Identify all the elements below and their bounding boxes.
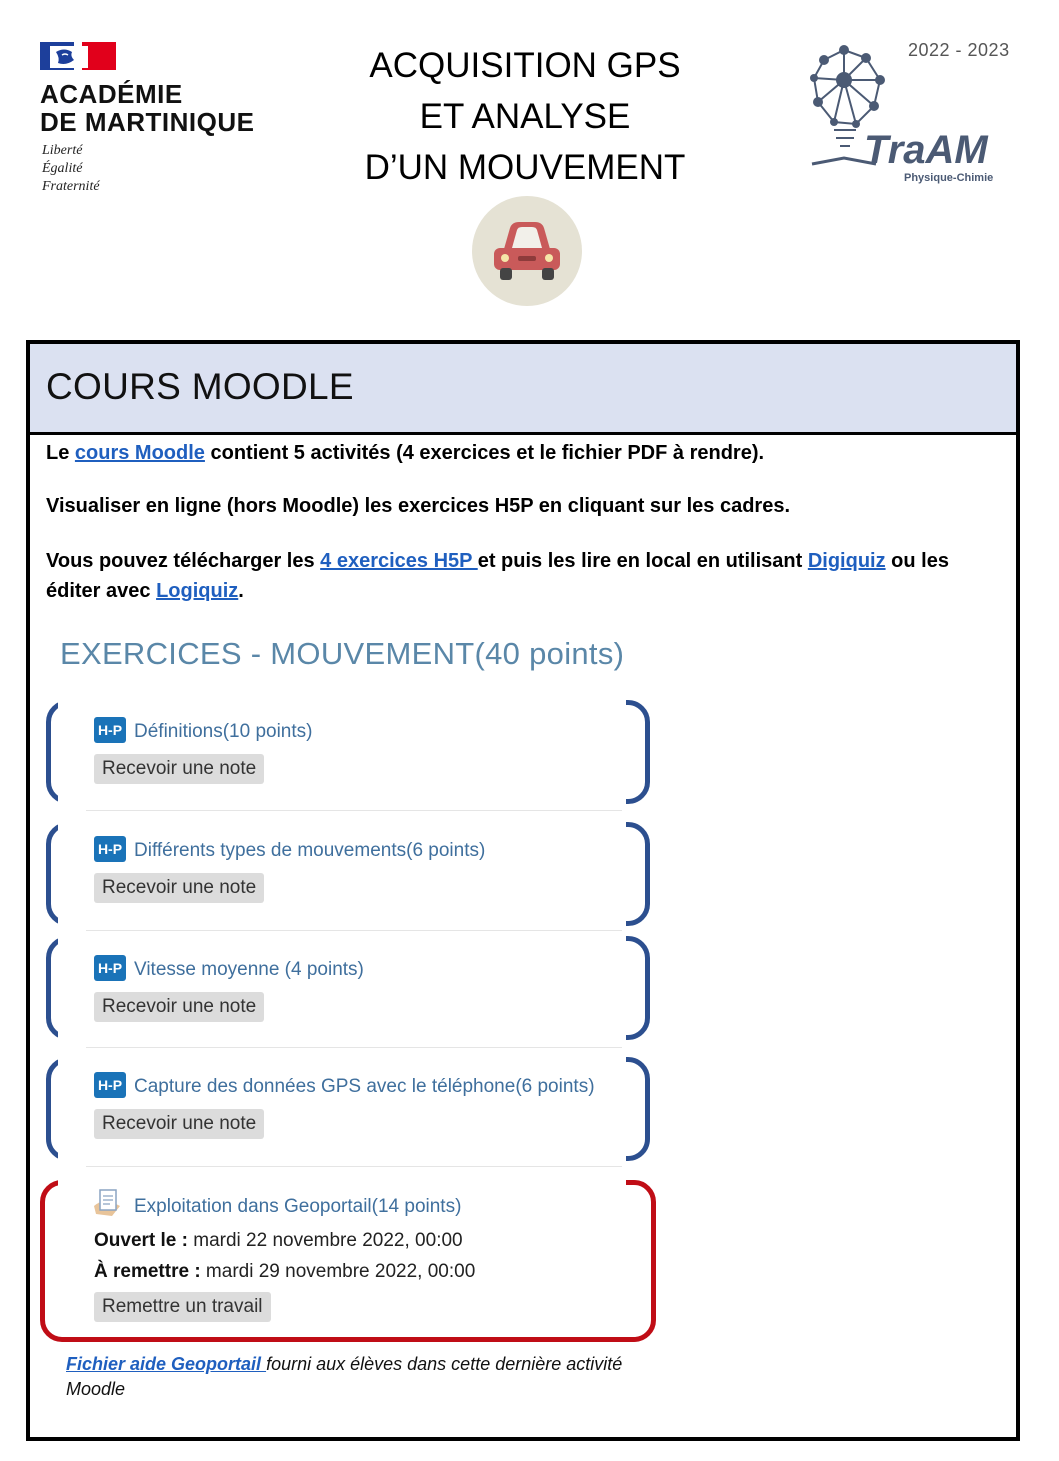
cours-moodle-link[interactable]: cours Moodle [74,442,205,464]
moodle-section-title: EXERCICES - MOUVEMENT(40 points) [60,636,625,671]
due-label: À remettre : [94,1261,201,1282]
academy-line-1: ACADÉMIE [40,79,183,109]
open-label: Ouvert le : [94,1230,188,1251]
recevoir-note-button-3[interactable]: Recevoir une note [94,992,264,1022]
activity-name-4[interactable]: Capture des données GPS avec le téléphone(6 points) [134,1076,595,1097]
devise-fraternite: Fraternité [42,179,100,194]
paragraph-course-intro [46,438,1006,468]
devise [42,142,100,196]
section-heading: COURS MOODLE [46,366,354,407]
traam-wordmark: TraAM [864,128,988,172]
paragraph-telecharger [46,546,1006,606]
marianne-icon [50,46,88,68]
car-badge [472,196,582,306]
p3-text-2: et puis les lire en local en utilisant [477,550,808,572]
p1-after: contient 5 activités (4 exercices et le fichier PDF à rendre). [204,442,765,464]
title-line-1: ACQUISITION GPS [369,46,681,85]
assignment-name[interactable]: Exploitation dans Geoportail(14 points) [134,1196,462,1217]
p3-text-1: Vous pouvez télécharger les [46,550,321,572]
due-value: mardi 29 novembre 2022, 00:00 [200,1261,476,1282]
p3-text-4: . [238,580,244,602]
activity-divider [86,1047,622,1048]
traam-subtitle: Physique-Chimie [904,172,994,184]
h5p-icon: H-P [94,836,126,862]
p1-before: Le [46,442,75,464]
exercices-h5p-link[interactable]: 4 exercices H5P [320,550,478,572]
title-line-3: D’UN MOUVEMENT [364,148,686,187]
school-year: 2022 - 2023 [908,40,1010,60]
course-section [26,340,1020,1441]
digiquiz-link[interactable]: Digiquiz [807,550,886,572]
devise-egalite: Égalité [42,161,83,176]
title-line-2: ET ANALYSE [419,97,631,136]
h5p-icon: H-P [94,717,126,743]
activity-name-2[interactable]: Différents types de mouvements(6 points) [134,840,486,861]
assignment-icon [90,1186,124,1220]
activity-divider [86,810,622,811]
academie-logo [40,42,270,202]
assignment-due-date [94,1261,475,1283]
fichier-aide-geoportail-link[interactable]: Fichier aide Geoportail [66,1354,267,1374]
recevoir-note-button-2[interactable]: Recevoir une note [94,873,264,903]
open-value: mardi 22 novembre 2022, 00:00 [187,1230,463,1251]
recevoir-note-button-1[interactable]: Recevoir une note [94,754,264,784]
page-title [330,40,720,193]
remettre-travail-button[interactable]: Remettre un travail [94,1292,271,1322]
car-icon [472,196,582,306]
activity-name-1[interactable]: Définitions(10 points) [134,721,313,742]
assignment-open-date [94,1230,463,1252]
h5p-icon: H-P [94,1072,126,1098]
devise-liberte: Liberté [42,143,83,158]
republique-flag-icon [40,42,116,70]
caption-text: fourni aux élèves dans cette dernière activité Moodle [66,1354,623,1399]
activity-divider [86,1166,622,1167]
traam-logo [800,38,1020,198]
section-heading-band [30,344,1016,435]
recevoir-note-button-4[interactable]: Recevoir une note [94,1109,264,1139]
p3-text-3: ou les éditer avec [46,550,949,602]
paragraph-visualiser: Visualiser en ligne (hors Moodle) les exercices H5P en cliquant sur les cadres. [46,495,791,517]
activity-divider [86,930,622,931]
geoportail-caption [66,1352,626,1402]
h5p-icon: H-P [94,955,126,981]
logiquiz-link[interactable]: Logiquiz [156,580,239,602]
activity-name-3[interactable]: Vitesse moyenne (4 points) [134,959,364,980]
academy-line-2: DE MARTINIQUE [40,107,255,137]
